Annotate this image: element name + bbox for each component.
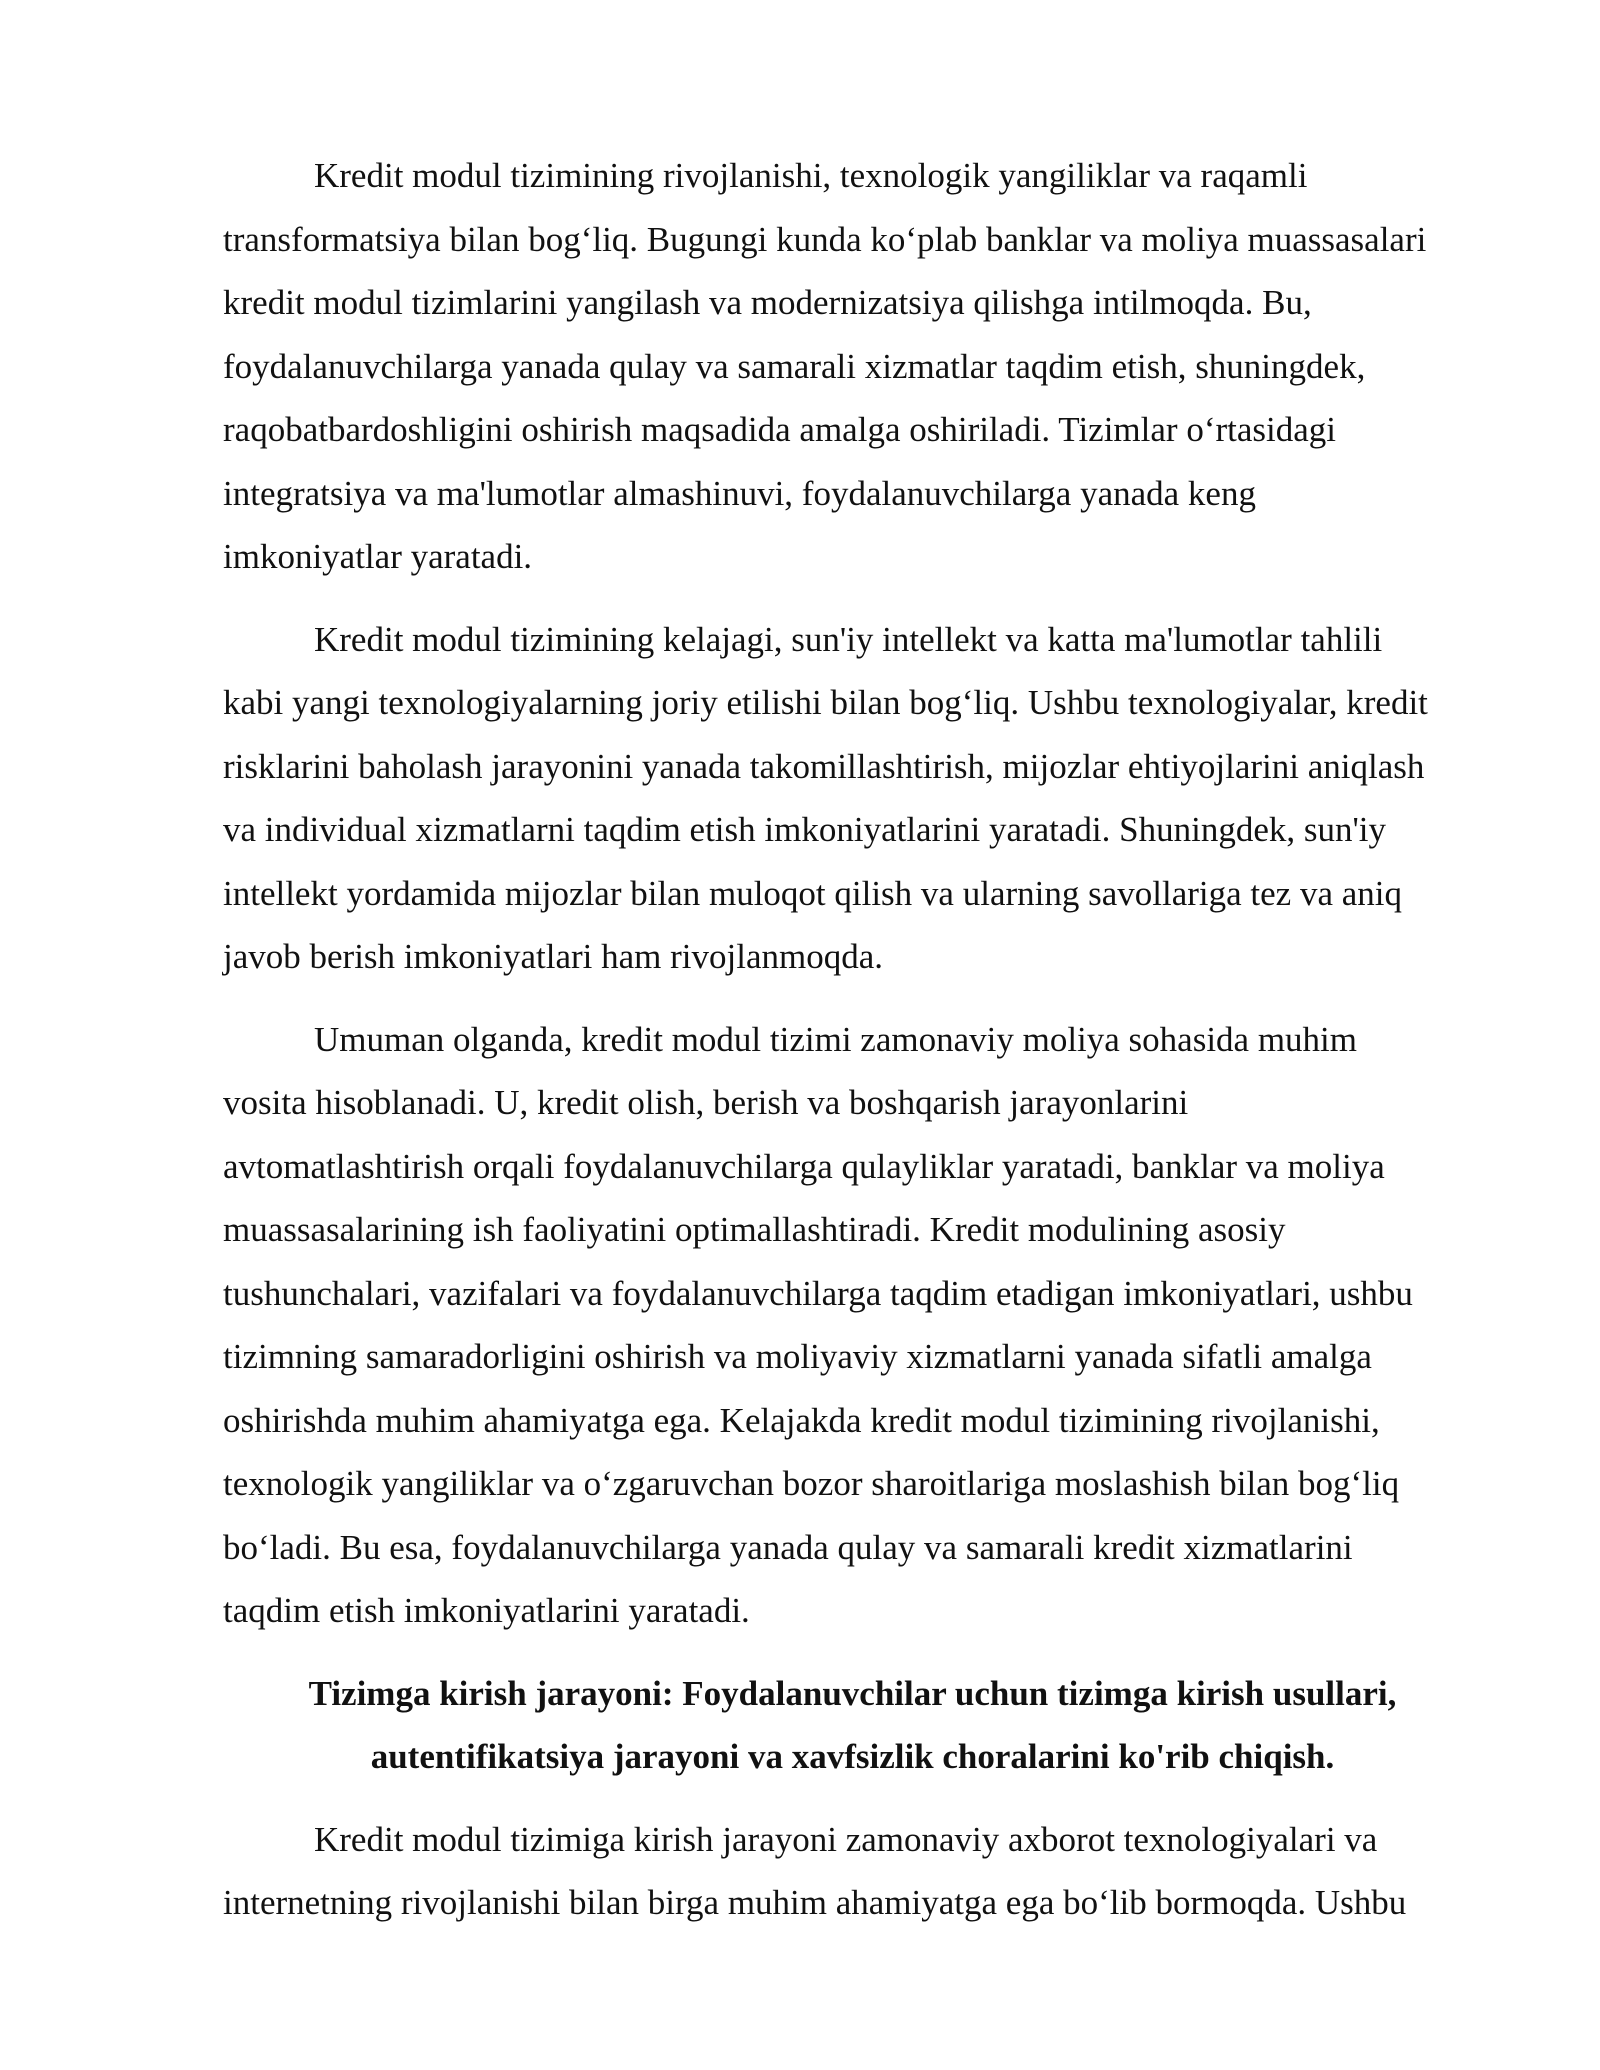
paragraph-line: javob berish imkoniyatlari ham rivojlanmoqda. (223, 937, 883, 976)
paragraph-line: bo‘ladi. Bu esa, foydalanuvchilarga yanada qulay va samarali kredit xizmatlarini (223, 1527, 1353, 1567)
paragraph-line: risklarini baholash jarayonini yanada takomillashtirish, mijozlar ehtiyojlarini aniqlash (223, 746, 1425, 786)
paragraph-line: texnologik yangiliklar va o‘zgaruvchan bozor sharoitlariga moslashish bilan bog‘liq (223, 1464, 1400, 1503)
paragraph-line: foydalanuvchilarga yanada qulay va samarali xizmatlar taqdim etish, shuningdek, (223, 346, 1366, 386)
paragraph-spacing (223, 1789, 1488, 1808)
paragraph-spacing (223, 589, 1488, 608)
paragraph-spacing (223, 989, 1488, 1008)
document-body (223, 144, 1488, 1935)
paragraph-line: kabi yangi texnologiyalarning joriy etilishi bilan bog‘liq. Ushbu texnologiyalar, kredit (223, 683, 1428, 722)
paragraph-line: Umuman olganda, kredit modul tizimi zamonaviy moliya sohasida muhim (314, 1019, 1358, 1059)
paragraph-3 (223, 1008, 1488, 1643)
paragraph-line: vosita hisoblanadi. U, kredit olish, berish va boshqarish jarayonlarini (223, 1083, 1189, 1122)
paragraph-line: tizimning samaradorligini oshirish va moliyaviy xizmatlarni yanada sifatli amalga (223, 1337, 1372, 1376)
paragraph-line: muassasalarining ish faoliyatini optimallashtiradi. Kredit modulining asosiy (223, 1210, 1286, 1249)
paragraph-1 (223, 144, 1488, 589)
paragraph-line: Kredit modul tizimiga kirish jarayoni zamonaviy axborot texnologiyalari va (314, 1819, 1378, 1859)
paragraph-line: raqobatbardoshligini oshirish maqsadida amalga oshiriladi. Tizimlar o‘rtasidagi (223, 410, 1336, 449)
paragraph-line: kredit modul tizimlarini yangilash va modernizatsiya qilishga intilmoqda. Bu, (223, 283, 1312, 322)
paragraph-line: Kredit modul tizimining kelajagi, sun'iy intellekt va katta ma'lumotlar tahlili (314, 619, 1383, 659)
paragraph-line: Kredit modul tizimining rivojlanishi, texnologik yangiliklar va raqamli (314, 156, 1308, 195)
section-heading (223, 1662, 1488, 1789)
section-heading-line: Tizimga kirish jarayoni: Foydalanuvchilar uchun tizimga kirish usullari, (308, 1673, 1397, 1713)
paragraph-line: taqdim etish imkoniyatlarini yaratadi. (223, 1591, 750, 1630)
paragraph-line: transformatsiya bilan bog‘liq. Bugungi kunda ko‘plab banklar va moliya muassasalari (223, 219, 1427, 259)
paragraph-4 (223, 1808, 1488, 1935)
paragraph-line: tushunchalari, vazifalari va foydalanuvchilarga taqdim etadigan imkoniyatlari, ushbu (223, 1273, 1413, 1313)
paragraph-line: oshirishda muhim ahamiyatga ega. Kelajakda kredit modul tizimining rivojlanishi, (223, 1400, 1380, 1440)
paragraph-spacing (223, 1643, 1488, 1662)
paragraph-line: avtomatlashtirish orqali foydalanuvchilarga qulayliklar yaratadi, banklar va moliya (223, 1146, 1385, 1186)
paragraph-line: imkoniyatlar yaratadi. (223, 537, 533, 576)
paragraph-line: internetning rivojlanishi bilan birga muhim ahamiyatga ega bo‘lib bormoqda. Ushbu (223, 1883, 1407, 1922)
section-heading-line: autentifikatsiya jarayoni va xavfsizlik choralarini ko'rib chiqish. (370, 1737, 1335, 1776)
paragraph-line: integratsiya va ma'lumotlar almashinuvi, foydalanuvchilarga yanada keng (223, 473, 1256, 513)
paragraph-line: intellekt yordamida mijozlar bilan muloqot qilish va ularning savollariga tez va aniq (223, 873, 1402, 913)
paragraph-2 (223, 608, 1488, 989)
paragraph-line: va individual xizmatlarni taqdim etish imkoniyatlarini yaratadi. Shuningdek, sun'iy (223, 810, 1387, 849)
